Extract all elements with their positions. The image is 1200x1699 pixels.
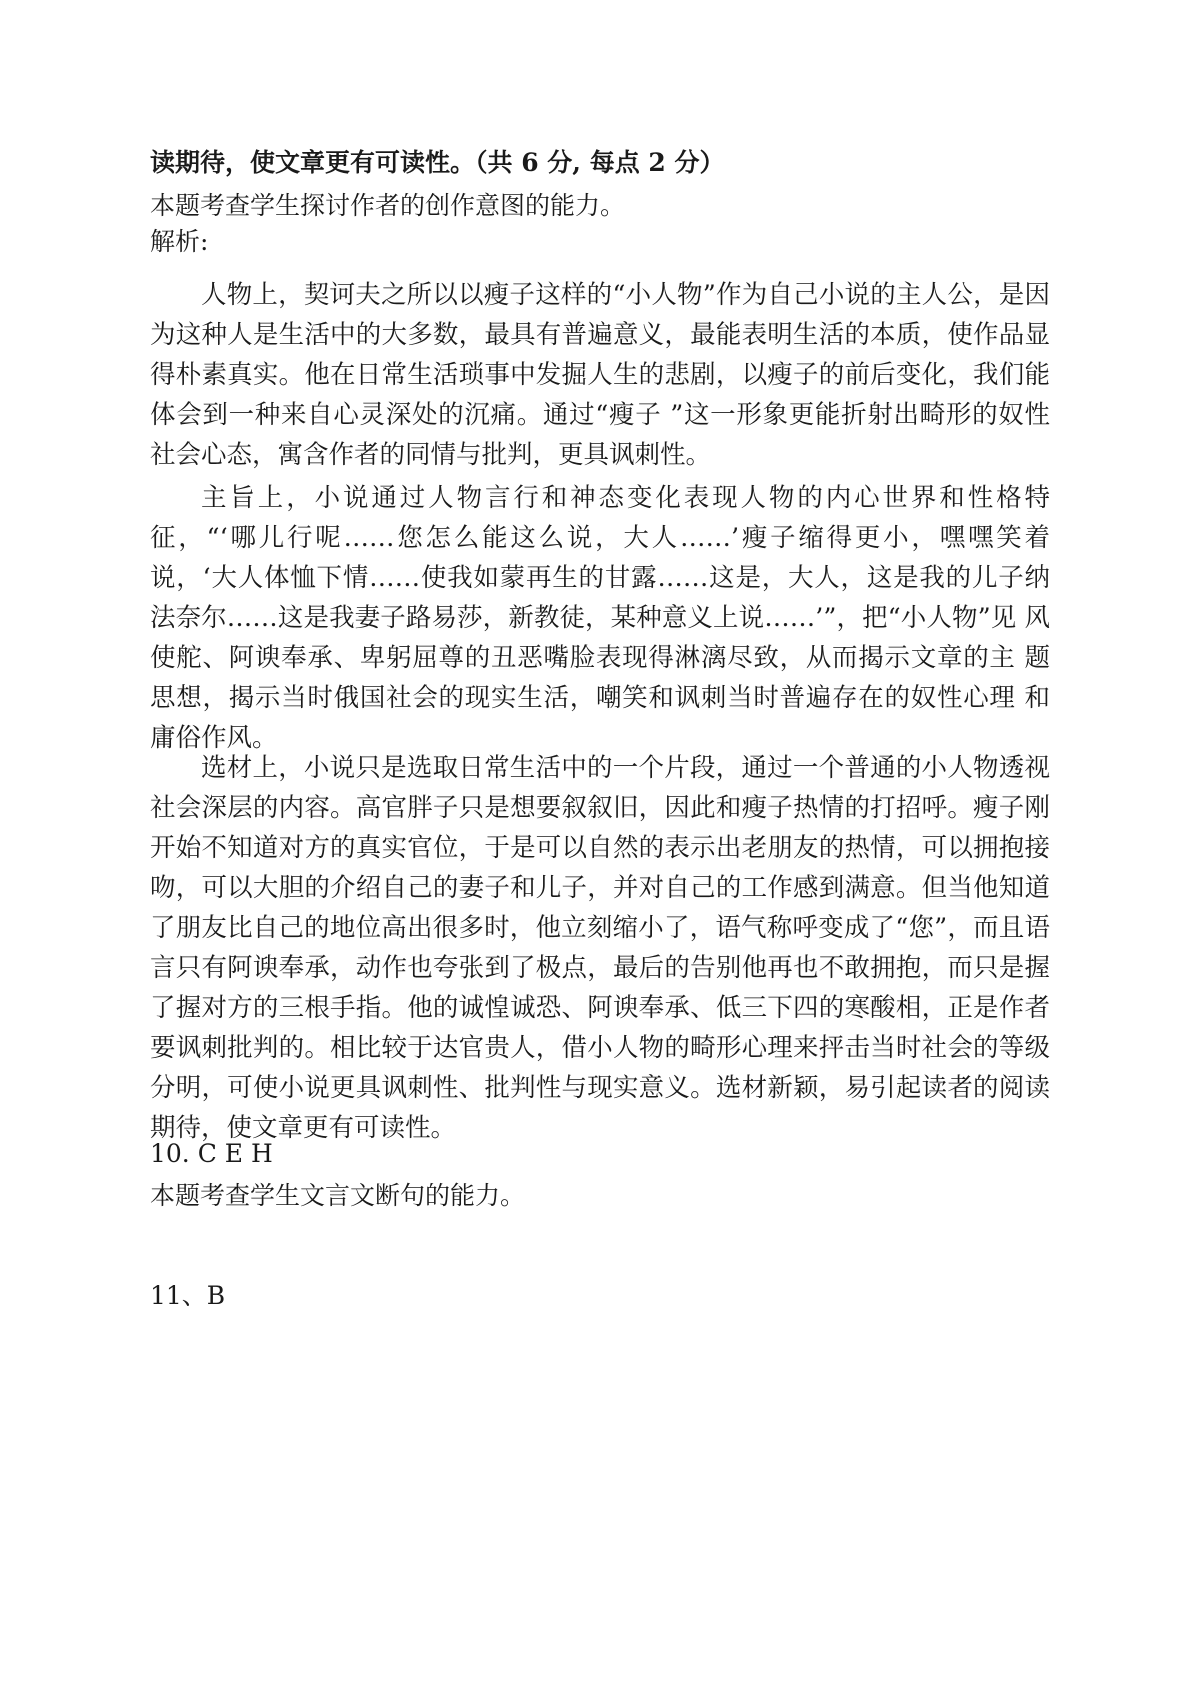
paragraph-character: 人物上，契诃夫之所以以瘦子这样的“小人物”作为自己小说的主人公，是因为这种人是生活中的大多数，最具有普遍意义，最能表明生活的本质，使作品显得朴素真实。他在日常生活琐事中发掘人生的悲剧，以瘦子的前后变化，我们能体会到一种来自心灵深处的沉痛。通过“瘦子 ”这一形象更能折射出畸形的奴性社会心态，寓含作者的同情与批判，更具讽刺性。	[150, 280, 1050, 470]
answer-header-line: 读期待，使文章更有可读性。（共 6 分, 每点 2 分）	[150, 148, 725, 177]
analysis-label: 解析:	[150, 227, 209, 256]
paragraph-theme: 主旨上，小说通过人物言行和神态变化表现人物的内心世界和性格特征，“‘哪儿行呢……您怎么能这么说，大人……’瘦子缩得更小，嘿嘿笑着说，‘大人体恤下情……使我如蒙再生的甘露……这是，大人，这是我的儿子纳法奈尔……这是我妻子路易莎，新教徒，某种意义上说……’”，把“小人物”见 风使舵、阿谀奉承、卑躬屈尊的丑恶嘴脸表现得淋漓尽致，从而揭示文章的主 题思想，揭示当时俄国社会的现实生活，嘲笑和讽刺当时普遍存在的奴性心理 和庸俗作风。	[150, 483, 1050, 753]
paragraph-material: 选材上，小说只是选取日常生活中的一个片段，通过一个普通的小人物透视社会深层的内容。高官胖子只是想要叙叙旧，因此和瘦子热情的打招呼。瘦子刚开始不知道对方的真实官位，于是可以自然的表示出老朋友的热情，可以拥抱接吻，可以大胆的介绍自己的妻子和儿子，并对自己的工作感到满意。但当他知道了朋友比自己的地位高出很多时，他立刻缩小了，语气称呼变成了“您”，而且语言只有阿谀奉承，动作也夸张到了极点，最后的告别他再也不敢拥抱，而只是握了握对方的三根手指。他的诚惶诚恐、阿谀奉承、低三下四的寒酸相，正是作者要讽刺批判的。相比较于达官贵人，借小人物的畸形心理来抨击当时社会的等级分明，可使小说更具讽刺性、批判性与现实意义。选材新颖，易引起读者的阅读期待，使文章更有可读性。	[150, 753, 1050, 1143]
answer-q11: 11、B	[150, 1281, 226, 1310]
answer-q10: 10. C E H	[150, 1139, 273, 1168]
question-intro: 本题考查学生探讨作者的创作意图的能力。	[150, 191, 626, 220]
answer-q10-note: 本题考查学生文言文断句的能力。	[150, 1181, 526, 1210]
